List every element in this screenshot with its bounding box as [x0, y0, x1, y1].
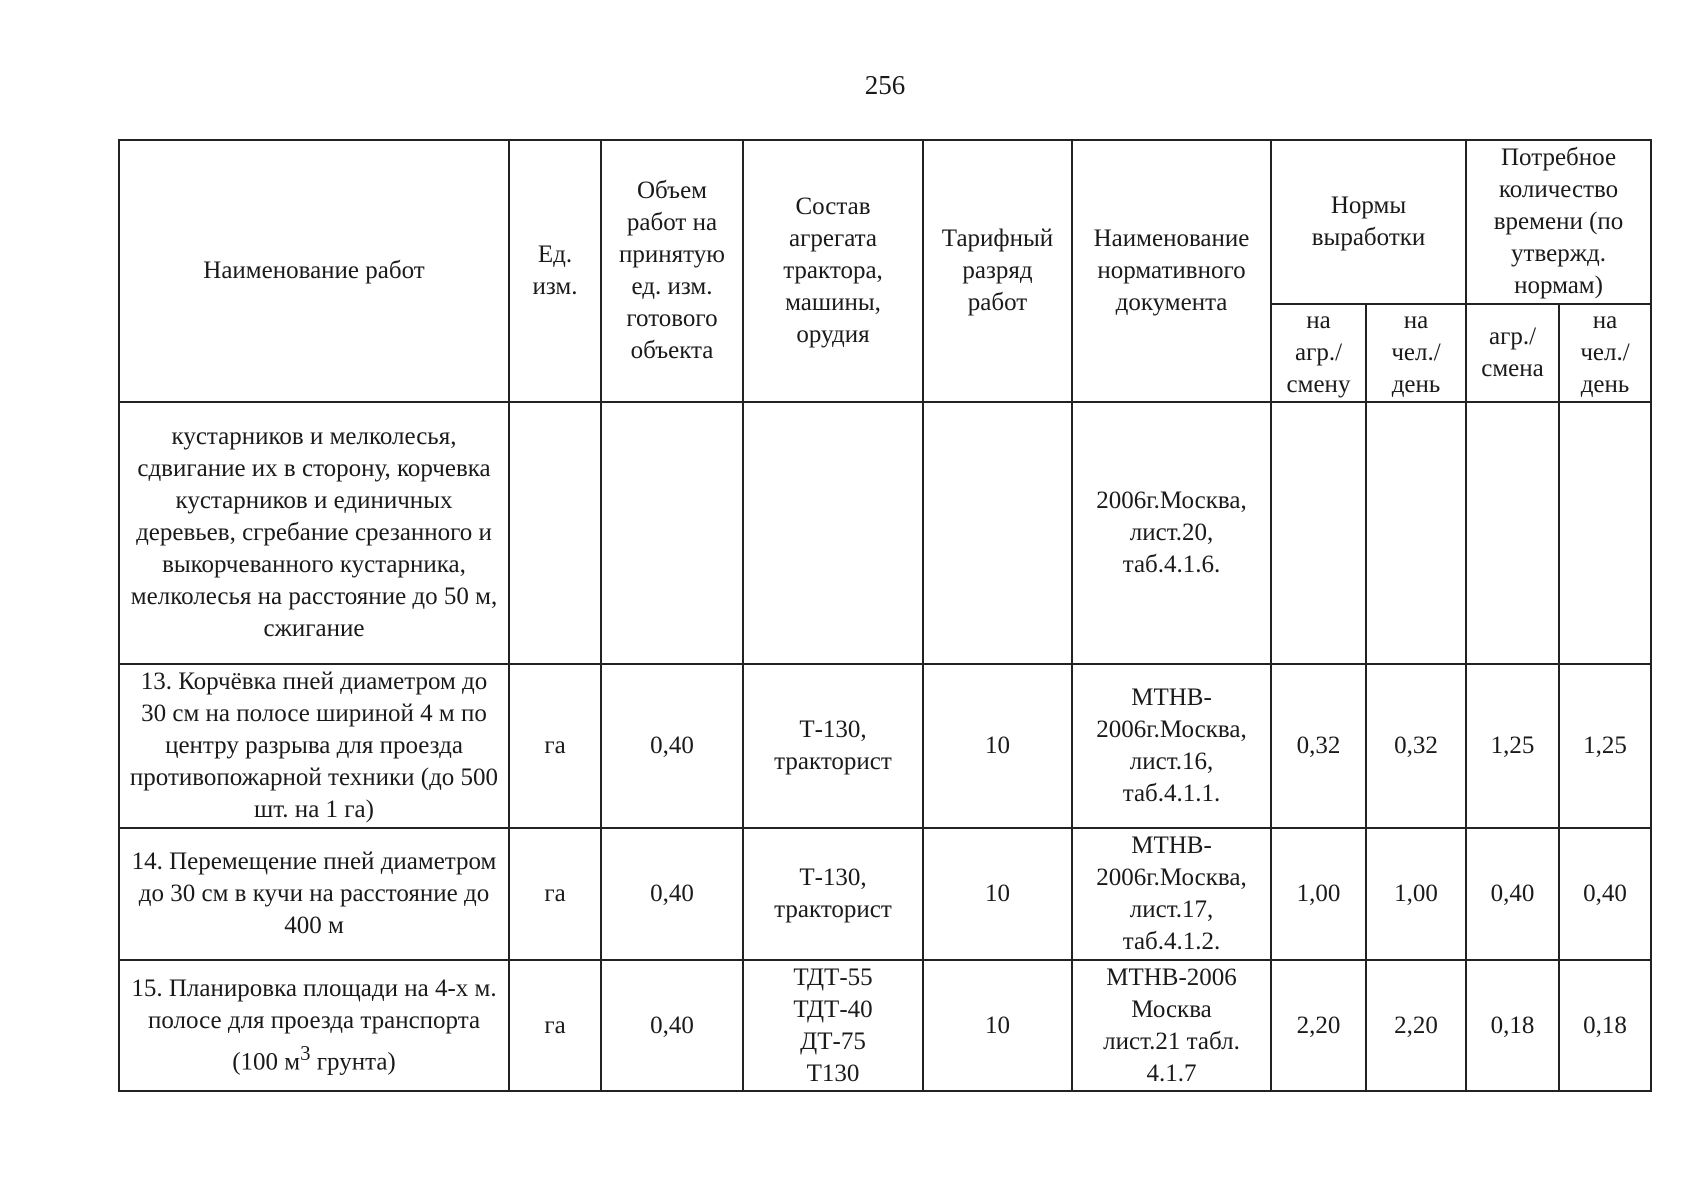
volume-cell — [601, 402, 743, 664]
header-norms-per-unit: на агр./ смену — [1271, 304, 1366, 402]
header-time-per-person: на чел./ день — [1559, 304, 1651, 402]
norm-person-cell: 1,00 — [1366, 828, 1466, 960]
volume-cell: 0,40 — [601, 828, 743, 960]
norm-unit-cell: 1,00 — [1271, 828, 1366, 960]
header-row-main — [119, 140, 1651, 304]
header-volume: Объем работ на принятую ед. изм. готового объекта — [601, 140, 743, 402]
time-unit-cell — [1466, 402, 1559, 664]
unit-cell — [509, 402, 601, 664]
time-unit-cell: 0,18 — [1466, 960, 1559, 1091]
work-text-end: грунта) — [310, 1048, 396, 1076]
superscript-cubed: 3 — [300, 1040, 311, 1065]
time-person-cell: 0,18 — [1559, 960, 1651, 1091]
time-person-cell: 0,40 — [1559, 828, 1651, 960]
header-document: Наименование нормативного документа — [1072, 140, 1271, 402]
header-required-time: Потребное количество времени (по утвержд. нормам) — [1466, 140, 1651, 304]
page-number: 256 — [864, 70, 906, 100]
table-row — [119, 402, 1651, 664]
norm-person-cell: 2,20 — [1366, 960, 1466, 1091]
header-time-per-unit: агр./ смена — [1466, 304, 1559, 402]
header-tariff: Тарифный разряд работ — [923, 140, 1072, 402]
tariff-cell: 10 — [923, 960, 1072, 1091]
norm-unit-cell: 0,32 — [1271, 664, 1366, 828]
volume-cell: 0,40 — [601, 664, 743, 828]
work-text: 15. Планировка площади на 4-х м. полосе для проезда транспорта (100 м — [131, 974, 497, 1076]
unit-cell: га — [509, 828, 601, 960]
composition-cell: Т-130, тракторист — [743, 828, 923, 960]
document-cell: МТНВ- 2006г.Москва, лист.17, таб.4.1.2. — [1072, 828, 1271, 960]
volume-cell: 0,40 — [601, 960, 743, 1091]
composition-cell: ТДТ-55 ТДТ-40 ДТ-75 Т130 — [743, 960, 923, 1091]
tariff-cell: 10 — [923, 664, 1072, 828]
table-row — [119, 828, 1651, 960]
unit-cell: га — [509, 664, 601, 828]
tariff-cell — [923, 402, 1072, 664]
norm-person-cell — [1366, 402, 1466, 664]
unit-cell: га — [509, 960, 601, 1091]
norm-person-cell: 0,32 — [1366, 664, 1466, 828]
header-unit: Ед. изм. — [509, 140, 601, 402]
norm-unit-cell: 2,20 — [1271, 960, 1366, 1091]
document-cell: МТНВ- 2006г.Москва, лист.16, таб.4.1.1. — [1072, 664, 1271, 828]
header-norms-per-person: на чел./ день — [1366, 304, 1466, 402]
table-row — [119, 664, 1651, 828]
work-norms-table — [118, 139, 1652, 1092]
time-person-cell: 1,25 — [1559, 664, 1651, 828]
time-unit-cell: 1,25 — [1466, 664, 1559, 828]
time-person-cell — [1559, 402, 1651, 664]
document-cell: 2006г.Москва, лист.20, таб.4.1.6. — [1072, 402, 1271, 664]
work-description: 13. Корчёвка пней диаметром до 30 см на полосе шириной 4 м по центру разрыва для проезда противопожарной техники (до 500 шт. на 1 га) — [119, 664, 509, 828]
header-work-name: Наименование работ — [119, 140, 509, 402]
tariff-cell: 10 — [923, 828, 1072, 960]
composition-cell — [743, 402, 923, 664]
work-description: 14. Перемещение пней диаметром до 30 см в кучи на расстояние до 400 м — [119, 828, 509, 960]
time-unit-cell: 0,40 — [1466, 828, 1559, 960]
header-composition: Состав агрегата трактора, машины, орудия — [743, 140, 923, 402]
table-row — [119, 960, 1651, 1091]
norm-unit-cell — [1271, 402, 1366, 664]
document-cell: МТНВ-2006 Москва лист.21 табл. 4.1.7 — [1072, 960, 1271, 1091]
header-norms: Нормы выработки — [1271, 140, 1466, 304]
work-description: кустарников и мелколесья, сдвигание их в сторону, корчевка кустарников и единичных деревьев, сгребание срезанного и выкорчеванного кустарника, мелколесья на расстояние до 50 м, сжигание — [119, 402, 509, 664]
work-description — [119, 960, 509, 1091]
composition-cell: Т-130, тракторист — [743, 664, 923, 828]
